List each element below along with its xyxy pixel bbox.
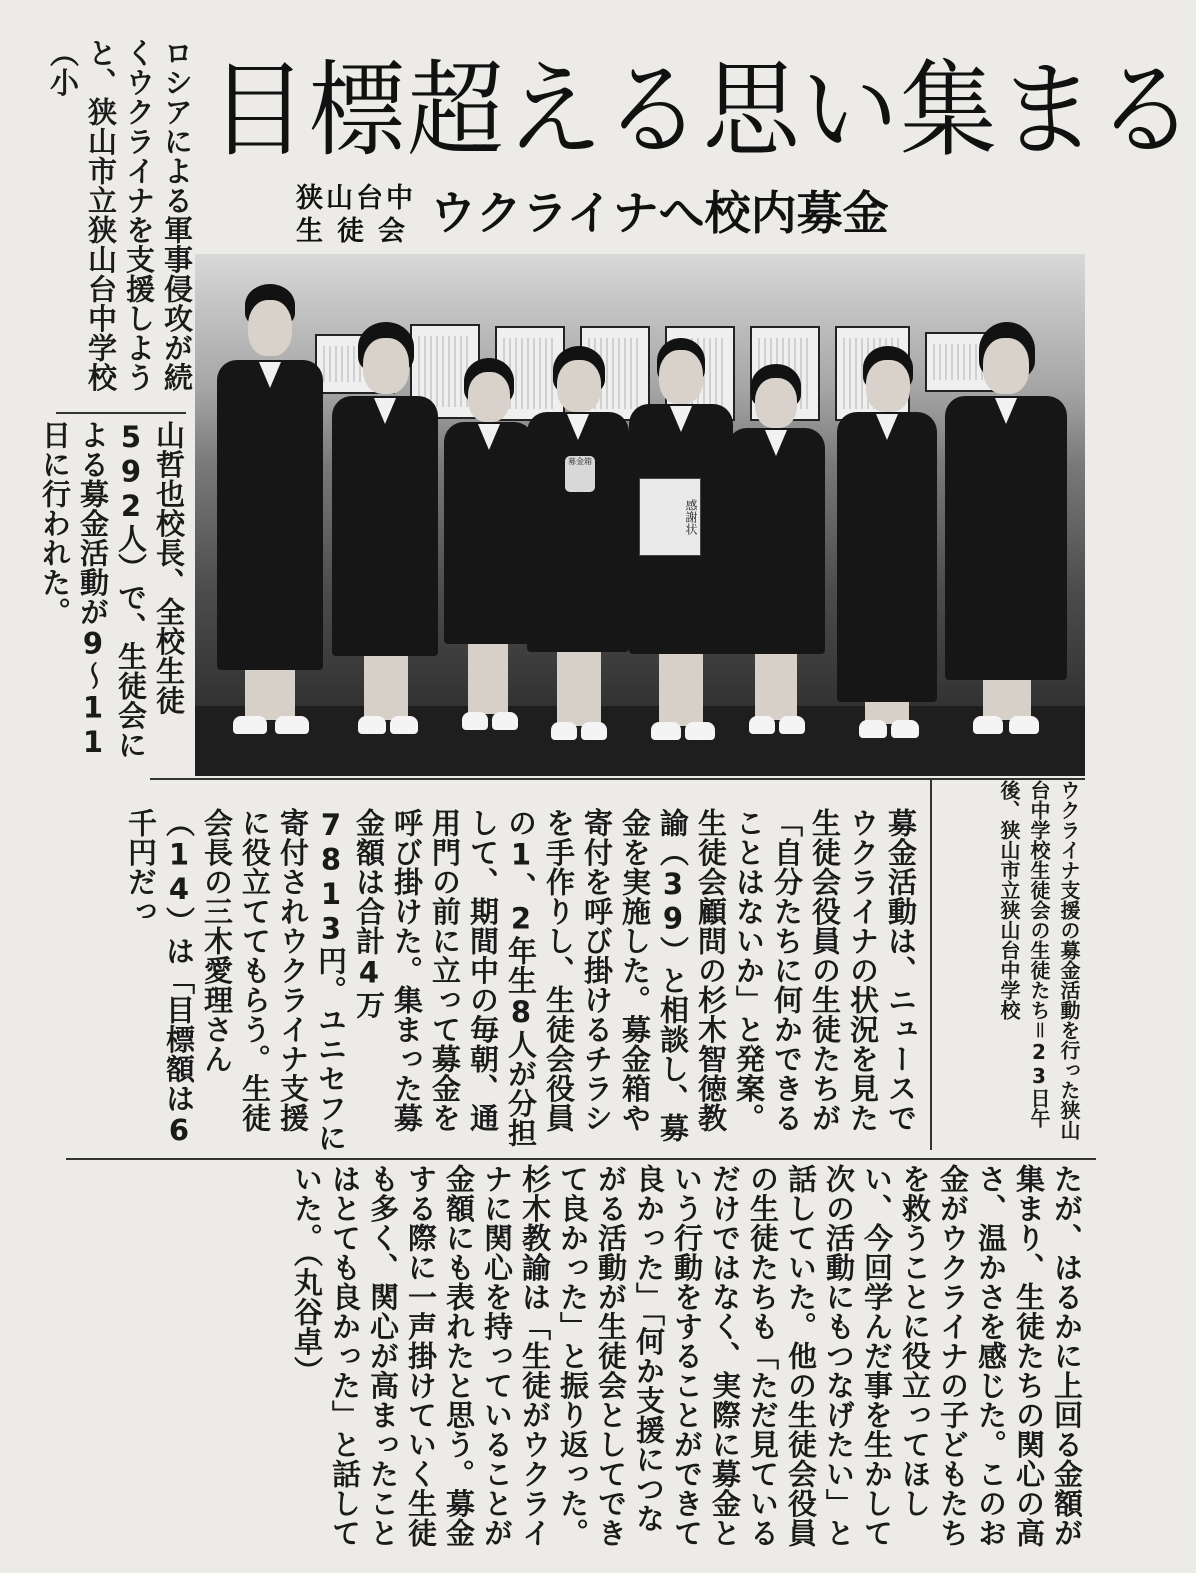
body-text-middle: 募金活動は、ニュースでウクライナの状況を見た生徒会役員の生徒たちが「自分たちに何かできることはないか」と発案。生徒会顧問の杉木智徳教諭（39）と相談し、募金を実施した。募金箱や寄付を呼び掛けるチラシを手作りし、生徒会役員の1、2年生8人が分担して、期間中の毎朝、通用門の前に立って募金を呼び掛けた。集まった募金額は合計4万7813円。ユニセフに寄付されウクライナ支援に役立ててもらう。生徒会長の三木愛理さん（14）は「目標額は6千円だっ (124, 808, 918, 1153)
body-text-bottom: たが、はるかに上回る金額が集まり、生徒たちの関心の高さ、温かさを感じた。このお金がウクライナの子どもたちを救うことに役立ってほしい、今回学んだ事を生かして次の活動にもつなげたい」と話していた。他の生徒会役員の生徒たちも「ただ見ているだけではなく、実際に募金という行動をすることができて良かった」「何か支援につながる活動が生徒会としてできて良かった」と振り返った。杉木教諭は「生徒がウクライナに関心を持っていることが金額にも表れたと思う。募金する際に一声掛けていく生徒も多く、関心が高まったことはとても良かった」と話していた。（丸谷卓） (290, 1164, 1084, 1548)
org-label-line1: 狭山台中 (296, 183, 416, 214)
student-3 (440, 358, 536, 738)
lead-text-top: ロシアによる軍事侵攻が続くウクライナを支援しようと、狭山市立狭山台中学校（小 (46, 38, 194, 392)
student-8 (943, 322, 1069, 742)
org-label (296, 182, 426, 248)
lead-text-bottom: 山哲也校長、全校生徒592人）で、生徒会による募金活動が9〜11日に行われた。 (38, 420, 186, 760)
student-4 (525, 346, 631, 746)
section-divider-top (150, 778, 1085, 780)
donation-box: 募金箱 (565, 456, 595, 492)
group-photo (195, 254, 1085, 776)
photo-caption: ウクライナ支援の募金活動を行った狭山台中学校生徒会の生徒たち＝23日午後、狭山市立狭山台中学校 (997, 780, 1081, 1140)
section-divider-bottom (66, 1158, 1096, 1160)
article-headline: 目標超える思い集まる (210, 49, 1196, 171)
lead-divider (56, 412, 186, 414)
certificate: 感謝状 (639, 478, 701, 556)
student-2 (330, 322, 440, 742)
article-subheadline: ウクライナへ校内募金 (430, 186, 889, 240)
student-6 (725, 364, 827, 744)
org-label-line2: 生徒会 (296, 216, 419, 247)
student-1 (215, 284, 325, 754)
student-5 (627, 338, 735, 748)
student-7 (835, 346, 939, 746)
caption-divider (930, 780, 932, 1150)
